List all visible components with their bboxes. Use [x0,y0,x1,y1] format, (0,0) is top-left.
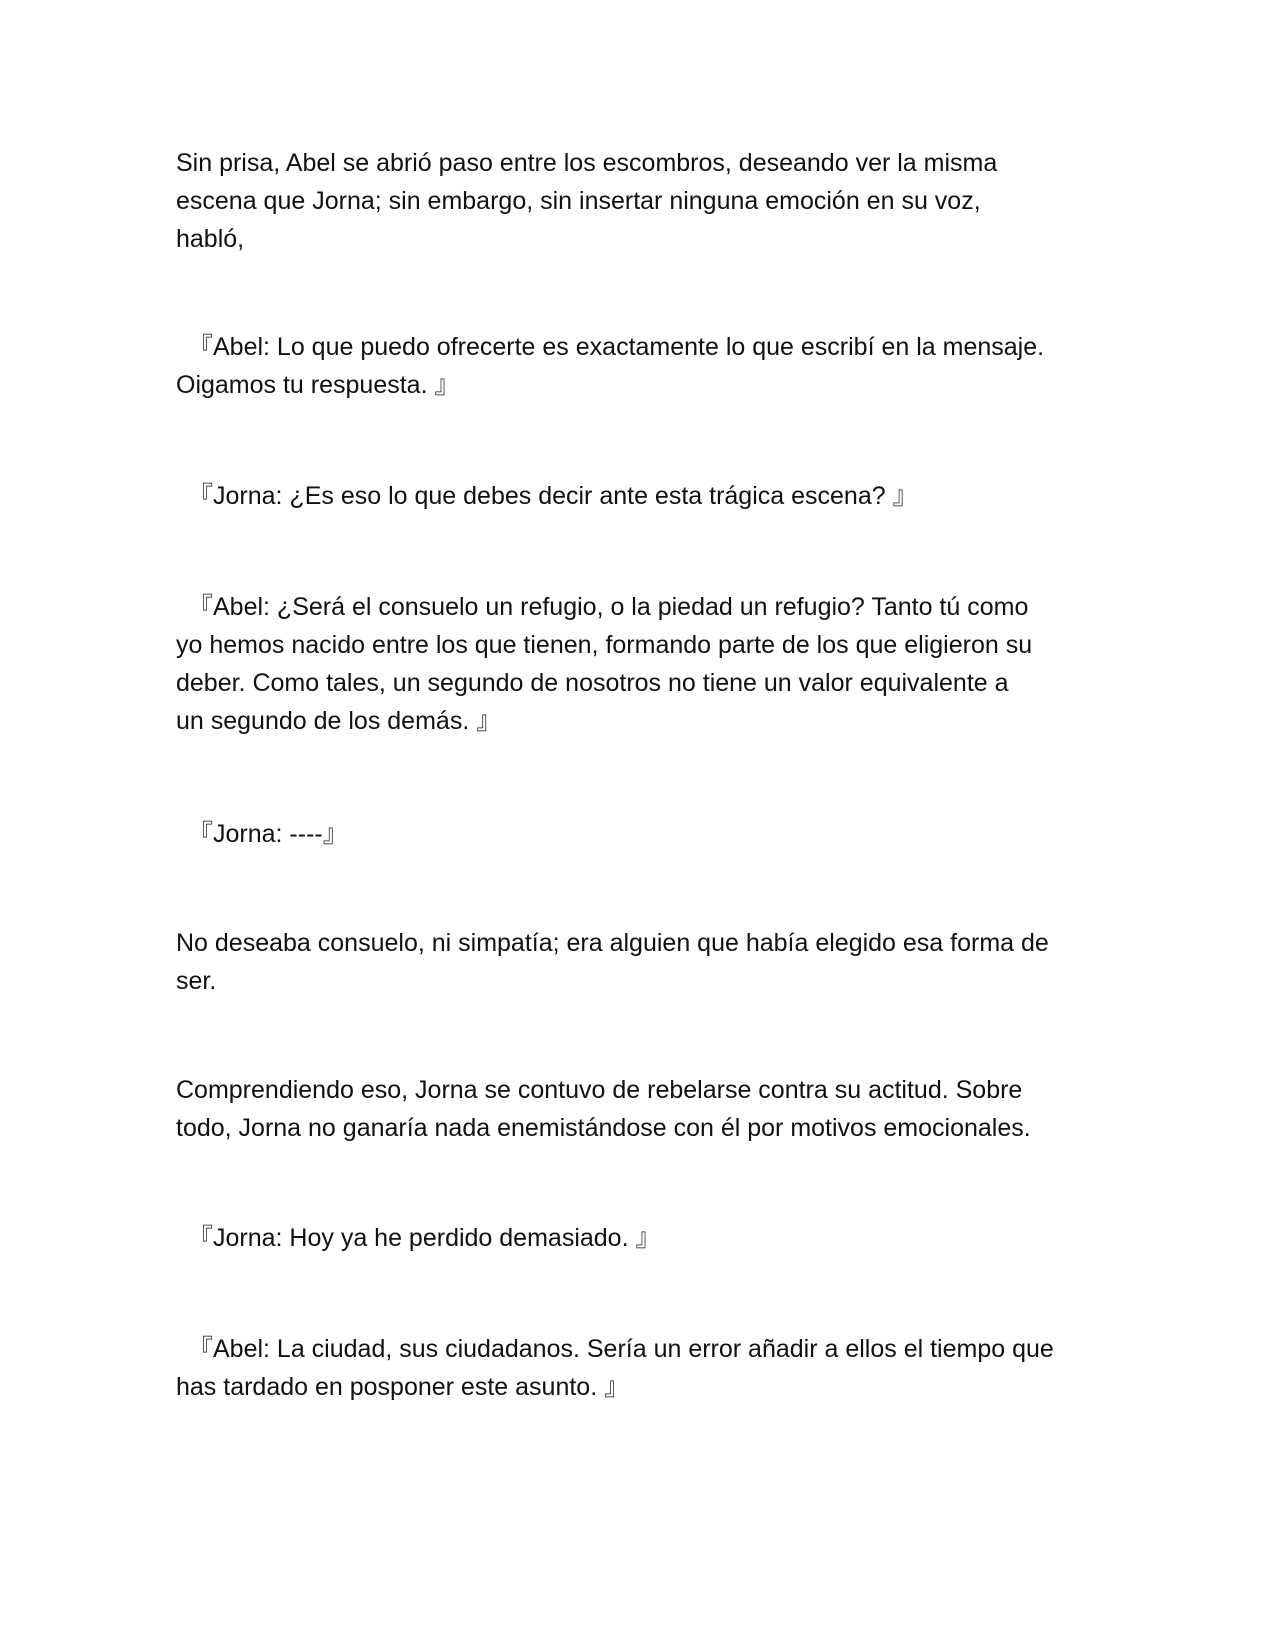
dialogue-paragraph-abel [176,328,1106,404]
dialogue-paragraph-abel [176,1330,1106,1406]
text-line: todo, Jorna no ganaría nada enemistándose con él por motivos emocionales. [176,1114,1031,1142]
text-line: 『Jorna: ----』 [188,820,348,848]
text-line: 『Abel: ¿Será el consuelo un refugio, o la piedad un refugio? Tanto tú como [188,593,1029,621]
text-line: 『Abel: Lo que puedo ofrecerte es exactamente lo que escribí en la mensaje. [188,333,1045,361]
text-line: ser. [176,967,217,995]
dialogue-paragraph-jorna [176,815,1106,853]
text-line: has tardado en posponer este asunto. 』 [176,1373,630,1401]
text-line: Comprendiendo eso, Jorna se contuvo de rebelarse contra su actitud. Sobre [176,1076,1023,1104]
narration-paragraph [176,1071,1106,1147]
dialogue-paragraph-abel [176,588,1106,740]
text-line: deber. Como tales, un segundo de nosotros no tiene un valor equivalente a [176,669,1009,697]
narration-paragraph [176,924,1106,1000]
text-line: habló, [176,225,245,253]
text-line: 『Jorna: Hoy ya he perdido demasiado. 』 [188,1224,661,1252]
text-line: escena que Jorna; sin embargo, sin insertar ninguna emoción en su voz, [176,187,981,215]
text-line: No deseaba consuelo, ni simpatía; era alguien que había elegido esa forma de [176,929,1049,957]
text-line: Sin prisa, Abel se abrió paso entre los escombros, deseando ver la misma [176,149,998,177]
text-line: 『Abel: La ciudad, sus ciudadanos. Sería un error añadir a ellos el tiempo que [188,1335,1054,1363]
text-line: yo hemos nacido entre los que tienen, formando parte de los que eligieron su [176,631,1033,659]
text-line: un segundo de los demás. 』 [176,707,502,735]
text-line: Oigamos tu respuesta. 』 [176,371,460,399]
dialogue-paragraph-jorna [176,1219,1106,1257]
dialogue-paragraph-jorna [176,477,1106,515]
narration-paragraph [176,144,1106,258]
text-line: 『Jorna: ¿Es eso lo que debes decir ante esta trágica escena? 』 [188,482,918,510]
